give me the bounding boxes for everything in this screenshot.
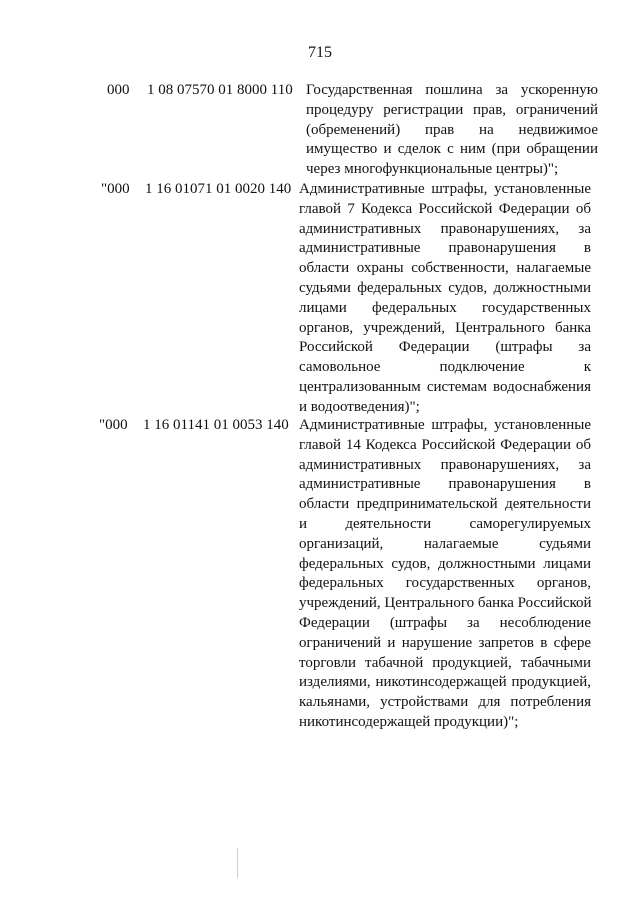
admin-code: "000 bbox=[101, 181, 130, 197]
description-line: органов, учреждений, Центрального банка bbox=[299, 319, 591, 336]
budget-classification-code: 1 16 01141 01 0053 140 bbox=[143, 417, 289, 433]
description-line: учреждений, Центрального банка Российской bbox=[299, 595, 592, 612]
description-line: торговли табачной продукцией, табачными bbox=[299, 654, 591, 671]
description-line: лицами федеральных государственных bbox=[299, 299, 591, 316]
description-line: Государственная пошлина за ускоренную bbox=[306, 82, 598, 98]
description-line: судьями федеральных судов, должностными bbox=[299, 279, 591, 296]
description-line: Российской Федерации (штрафы за bbox=[299, 339, 591, 356]
description-line: (обременений) прав на недвижимое bbox=[306, 121, 598, 138]
description-line: имущество и сделок с ним (при обращении bbox=[306, 141, 598, 158]
description-line: централизованным системам водоснабжения bbox=[299, 378, 591, 395]
scan-margin-mark bbox=[237, 848, 238, 878]
description-line: административных правонарушениях, за bbox=[299, 220, 591, 237]
description-line: Административные штрафы, установленные bbox=[299, 417, 591, 433]
description-line: и деятельности саморегулируемых bbox=[299, 515, 591, 532]
description-line: и водоотведения)"; bbox=[299, 398, 420, 415]
entry-description bbox=[299, 180, 591, 418]
description-line: через многофункциональные центры)"; bbox=[306, 161, 559, 178]
description-line: процедуру регистрации прав, ограничений bbox=[306, 101, 598, 118]
entry-description bbox=[299, 416, 591, 733]
description-line: никотинсодержащей продукции)"; bbox=[299, 713, 519, 730]
description-line: федеральных судов, должностными лицами bbox=[299, 555, 591, 572]
description-line: кальянами, устройствами для потребления bbox=[299, 694, 591, 711]
description-line: области предпринимательской деятельности bbox=[299, 496, 591, 513]
admin-code: 000 bbox=[107, 82, 130, 98]
description-line: административные правонарушения в bbox=[299, 476, 591, 493]
description-line: ограничений и нарушение запретов в сфере bbox=[299, 634, 591, 651]
description-line: административных правонарушениях, за bbox=[299, 456, 591, 473]
budget-classification-code: 1 08 07570 01 8000 110 bbox=[147, 82, 293, 98]
description-line: организаций, налагаемые судьями bbox=[299, 535, 591, 552]
page-number: 715 bbox=[308, 44, 332, 61]
description-line: области охраны собственности, налагаемые bbox=[299, 260, 591, 277]
description-line: главой 14 Кодекса Российской Федерации об bbox=[299, 436, 591, 453]
description-line: административные правонарушения в bbox=[299, 240, 591, 257]
entry-description bbox=[306, 81, 598, 180]
description-line: главой 7 Кодекса Российской Федерации об bbox=[299, 200, 591, 217]
description-line: Административные штрафы, установленные bbox=[299, 181, 591, 197]
description-line: Федерации (штрафы за несоблюдение bbox=[299, 614, 591, 631]
budget-classification-code: 1 16 01071 01 0020 140 bbox=[145, 181, 292, 197]
description-line: самовольное подключение к bbox=[299, 359, 591, 376]
admin-code: "000 bbox=[99, 417, 128, 433]
description-line: изделиями, никотинсодержащей продукцией, bbox=[299, 674, 591, 691]
description-line: федеральных государственных органов, bbox=[299, 575, 591, 592]
